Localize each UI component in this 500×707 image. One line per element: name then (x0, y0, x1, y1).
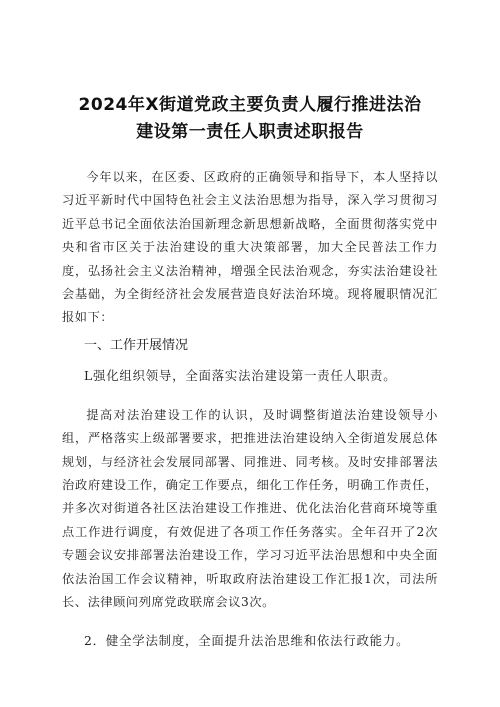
intro-paragraph: 今年以来，在区委、区政府的正确领导和指导下，本人坚持以习近平新时代中国特色社会主义法治思想为指导，深入学习贯彻习近平总书记全面依法治国新理念新思想新战略，全面贯彻落实党中央和省市区关于法治建设的重大决策部署，加大全民普法工作力度，弘扬社会主义法治精神，增强全民法治观念，夯实法治建设社会基础，为全街经济社会发展营造良好法治环境。现将履职情况汇报如下： (62, 170, 438, 325)
document-title (62, 92, 438, 146)
item-1-title: L强化组织领导，全面落实法治建设第一责任人职责。 (84, 367, 397, 383)
title-line-1: 2024年X街道党政主要负责人履行推进法治 (78, 95, 422, 115)
item-1-body: 提高对法治建设工作的认识，及时调整街道法治建设领导小组，严格落实上级部署要求，把推进法治建设纳入全街道发展总体规划，与经济社会发展同部署、同推进、同考核。及时安排部署法治政府建设工作，确定工作要点，细化工作任务，明确工作责任，并多次对街道各社区法治建设工作推进、优化法治化营商环境等重点工作进行调度，有效促进了各项工作任务落实。全年召开了2次专题会议安排部署法治建设工作，学习习近平法治思想和中央全面依法治国工作会议精神，听取政府法治建设工作汇报1次，司法所长、法律顾问列席党政联席会议3次。 (62, 407, 438, 610)
item-2-title: 2．健全学法制度，全面提升法治思维和依法行政能力。 (84, 632, 410, 648)
title-line-2: 建设第一责任人职责述职报告 (136, 122, 364, 142)
section-1-heading: 一、工作开展情况 (84, 337, 189, 353)
